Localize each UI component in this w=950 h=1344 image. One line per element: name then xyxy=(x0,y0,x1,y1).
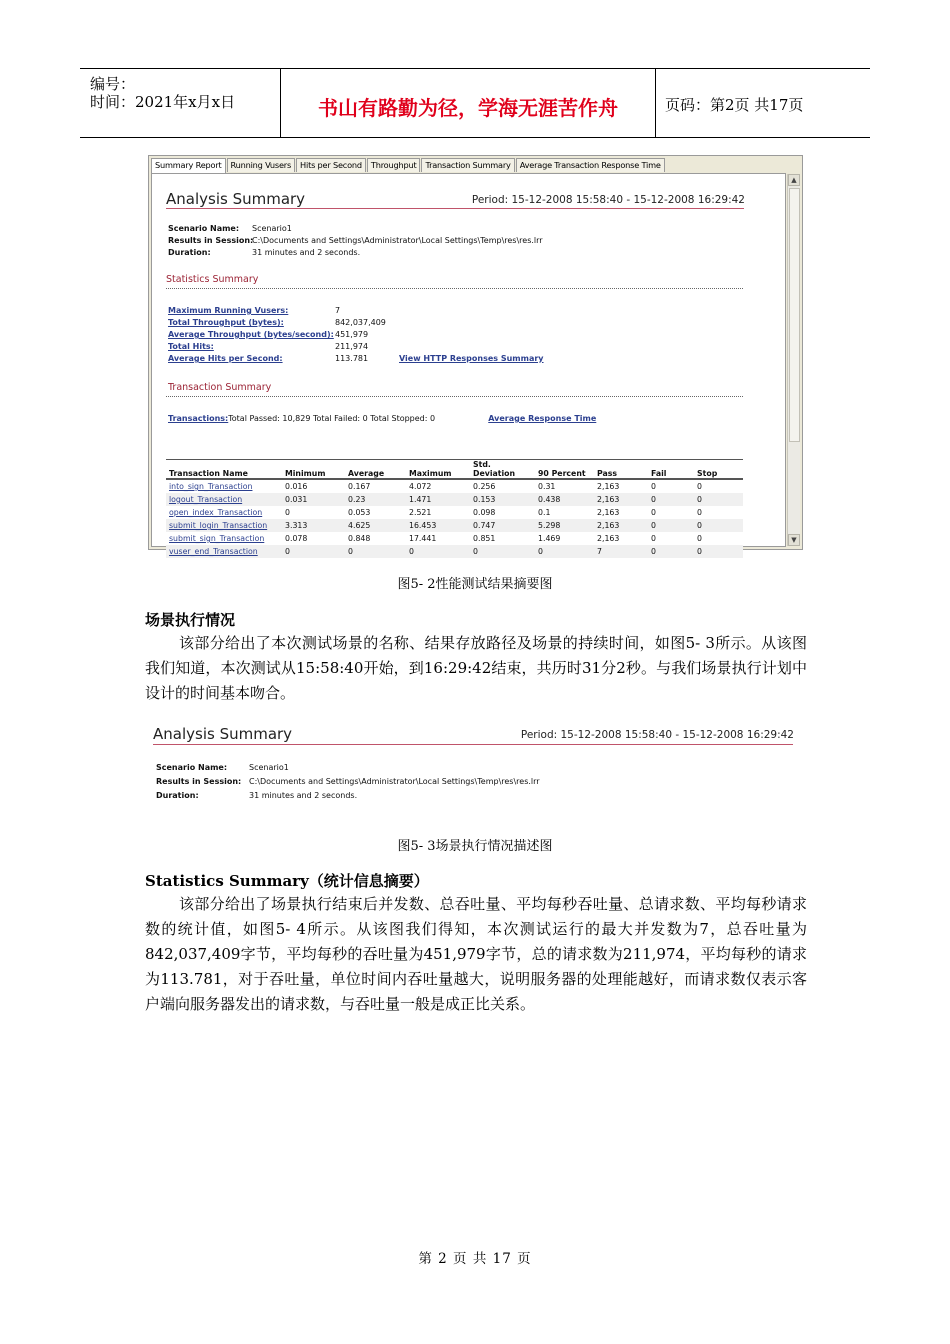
stat-row xyxy=(168,330,368,339)
analysis-summary-title: Analysis Summary xyxy=(153,725,293,743)
table-cell: 0.078 xyxy=(285,534,308,543)
table-cell: 0 xyxy=(406,545,470,558)
section1-paragraph xyxy=(145,631,807,706)
table-row xyxy=(166,532,743,545)
view-http-responses-link[interactable]: View HTTP Responses Summary xyxy=(399,354,544,363)
table-cell: 0.438 xyxy=(535,493,594,506)
results-session-row xyxy=(156,777,540,786)
table-cell: 0 xyxy=(282,545,345,558)
duration-row xyxy=(156,791,357,800)
title-underline xyxy=(166,208,744,209)
title-underline xyxy=(153,744,793,745)
table-cell: 5.298 xyxy=(535,519,594,532)
tab-running-vusers[interactable]: Running Vusers xyxy=(227,158,296,172)
table-cell: 1.469 xyxy=(538,534,561,543)
stat-max-vusers-link[interactable]: Maximum Running Vusers: xyxy=(168,306,289,315)
section1-heading: 场景执行情况 xyxy=(145,611,236,629)
table-cell: 2,163 xyxy=(594,493,648,506)
table-cell: 0 xyxy=(648,519,694,532)
stat-avg-throughput-value: 451,979 xyxy=(335,330,369,339)
table-cell: 0.031 xyxy=(282,493,345,506)
table-cell: 0 xyxy=(651,482,656,491)
table-row xyxy=(166,479,743,493)
stat-total-throughput-link[interactable]: Total Throughput (bytes): xyxy=(168,318,284,327)
stat-row xyxy=(168,306,340,315)
header-page-cell xyxy=(655,69,870,137)
col-stop[interactable]: Stop xyxy=(694,460,743,480)
doc-number-label: 编号： xyxy=(90,75,136,93)
table-cell: 0 xyxy=(697,482,702,491)
table-row xyxy=(166,545,743,558)
transaction-name-link[interactable]: submit_login_Transaction xyxy=(169,521,268,530)
table-cell: 0.31 xyxy=(538,482,556,491)
table-cell: 0 xyxy=(535,545,594,558)
table-cell: 0.167 xyxy=(348,482,371,491)
tab-average-transaction-response-time[interactable]: Average Transaction Response Time xyxy=(516,158,665,172)
table-cell: 0 xyxy=(651,534,656,543)
col-pass[interactable]: Pass xyxy=(594,460,648,480)
stat-avg-throughput-link[interactable]: Average Throughput (bytes/second): xyxy=(168,330,334,339)
transaction-name-link[interactable]: vuser_end_Transaction xyxy=(169,547,258,556)
table-cell: 0 xyxy=(697,508,702,517)
transaction-name-link[interactable]: logout_Transaction xyxy=(169,495,243,504)
analysis-window-screenshot xyxy=(148,155,803,556)
transaction-name-link[interactable]: into_sign_Transaction xyxy=(169,482,253,491)
scenario-name-label: Scenario Name: xyxy=(168,224,240,233)
table-cell: 0.256 xyxy=(473,482,496,491)
table-cell: 0.153 xyxy=(470,493,535,506)
statistics-summary-title: Statistics Summary xyxy=(166,274,259,285)
table-cell: 0.016 xyxy=(285,482,308,491)
stats-divider xyxy=(166,288,743,289)
section2-paragraph xyxy=(145,892,807,1017)
results-session-value: C:\Documents and Settings\Administrator\Local Settings\Temp\res\res.lrr xyxy=(249,777,540,786)
stat-row xyxy=(168,318,386,327)
table-cell: 7 xyxy=(594,545,648,558)
table-cell: 0 xyxy=(470,545,535,558)
vertical-scrollbar[interactable] xyxy=(787,174,800,546)
stat-row xyxy=(168,354,544,363)
tab-summary-report[interactable]: Summary Report xyxy=(151,158,226,174)
table-cell: 0 xyxy=(285,508,290,517)
figure2-caption: 图5- 3场景执行情况描述图 xyxy=(397,839,553,854)
figure1-caption: 图5- 2性能测试结果摘要图 xyxy=(397,577,553,592)
transactions-totals: Total Passed: 10,829 Total Failed: 0 Total Stopped: 0 xyxy=(228,414,436,423)
header-meta-cell xyxy=(80,69,280,137)
col-maximum[interactable]: Maximum xyxy=(406,460,470,480)
table-cell: 4.625 xyxy=(345,519,406,532)
scenario-name-label: Scenario Name: xyxy=(156,763,228,772)
tab-transaction-summary[interactable]: Transaction Summary xyxy=(421,158,514,172)
table-cell: 0.098 xyxy=(473,508,496,517)
scrollbar-thumb[interactable] xyxy=(789,188,800,442)
table-cell: 0 xyxy=(345,545,406,558)
header-motto: 书山有路勤为径，学海无涯苦作舟 xyxy=(318,96,618,120)
results-session-row xyxy=(168,236,543,245)
stat-max-vusers-value: 7 xyxy=(335,306,341,315)
scenario-name-value: Scenario1 xyxy=(249,763,289,772)
table-cell: 0 xyxy=(694,519,743,532)
transaction-name-link[interactable]: open_index_Transaction xyxy=(169,508,263,517)
stat-total-hits-value: 211,974 xyxy=(335,342,369,351)
section2-heading: Statistics Summary（统计信息摘要） xyxy=(145,872,429,890)
section2-text: 该部分给出了场景执行结束后并发数、总吞吐量、平均每秒吞吐量、总请求数、平均每秒请求数的统计值，如图5- 4所示。从该图我们得知，本次测试运行的最大并发数为7，总吞吐量为842,037,409字节，平均每秒的吞吐量为451,979字节，总的请求数为211,974，平均每秒的请求为113.781，对于吞吐量，单位时间内吞吐量越大，说明服务器的处理能越好，而请求数仅表示客户端向服务器发出的请求数，与吞吐量一般是成正比关系。 xyxy=(145,895,807,1013)
stat-row xyxy=(168,342,368,351)
table-cell: 0 xyxy=(648,545,694,558)
table-cell: 0.1 xyxy=(538,508,551,517)
stat-total-hits-link[interactable]: Total Hits: xyxy=(168,342,214,351)
stat-avg-hits-link[interactable]: Average Hits per Second: xyxy=(168,354,283,363)
transactions-link[interactable]: Transactions: xyxy=(168,414,229,423)
table-cell: 4.072 xyxy=(409,482,432,491)
table-cell: 2,163 xyxy=(597,508,620,517)
tab-bar xyxy=(151,158,666,173)
col-90-percent[interactable]: 90 Percent xyxy=(535,460,594,480)
transaction-summary-title: Transaction Summary xyxy=(168,382,272,393)
scenario-name-row xyxy=(156,763,289,772)
stat-avg-hits-value: 113.781 xyxy=(335,354,369,363)
summary-report-panel xyxy=(151,173,786,556)
col-average[interactable]: Average xyxy=(345,460,406,480)
header-motto-cell xyxy=(280,69,656,137)
table-cell: 0 xyxy=(651,508,656,517)
table-cell: 17.441 xyxy=(409,534,437,543)
transactions-totals-row xyxy=(168,414,596,423)
table-cell: 1.471 xyxy=(406,493,470,506)
duration-label: Duration: xyxy=(156,791,199,800)
table-row xyxy=(166,506,743,519)
section1-text: 该部分给出了本次测试场景的名称、结果存放路径及场景的持续时间，如图5- 3所示。从该图我们知道，本次测试从15:58:40开始，到16:29:42结束，共历时31分2秒。与我们场景执行计划中设计的时间基本吻合。 xyxy=(145,634,807,702)
table-cell: 0.053 xyxy=(348,508,371,517)
table-cell: 0 xyxy=(697,534,702,543)
transaction-table xyxy=(166,459,743,558)
duration-value: 31 minutes and 2 seconds. xyxy=(252,248,361,257)
table-cell: 2,163 xyxy=(597,534,620,543)
results-session-label: Results in Session: xyxy=(168,236,254,245)
page-footer: 第 2 页 共 17 页 xyxy=(418,1251,532,1267)
results-session-value: C:\Documents and Settings\Administrator\Local Settings\Temp\res\res.lrr xyxy=(252,236,543,245)
table-cell: 0 xyxy=(694,493,743,506)
col-fail[interactable]: Fail xyxy=(648,460,694,480)
table-header-row xyxy=(166,460,743,480)
table-cell: 0.851 xyxy=(473,534,496,543)
page-header xyxy=(80,68,870,138)
table-cell: 0.747 xyxy=(470,519,535,532)
duration-value: 31 minutes and 2 seconds. xyxy=(249,791,358,800)
stat-total-throughput-value: 842,037,409 xyxy=(335,318,386,327)
col-transaction-name[interactable]: Transaction Name xyxy=(166,460,282,480)
average-response-time-link[interactable]: Average Response Time xyxy=(488,414,597,423)
tab-throughput[interactable]: Throughput xyxy=(367,158,421,172)
transaction-name-link[interactable]: submit_sign_Transaction xyxy=(169,534,265,543)
scroll-down-icon[interactable]: ▼ xyxy=(788,534,800,546)
analysis-summary-excerpt xyxy=(148,718,800,810)
scenario-name-row xyxy=(168,224,292,233)
doc-date-label: 时间：2021年x月x日 xyxy=(90,93,236,111)
col-std-deviation[interactable]: Std. Deviation xyxy=(470,460,535,480)
table-cell: 2.521 xyxy=(409,508,432,517)
table-cell: 2,163 xyxy=(597,482,620,491)
analysis-summary-title: Analysis Summary xyxy=(166,190,306,208)
period-text: Period: 15-12-2008 15:58:40 - 15-12-2008 16:29:42 xyxy=(471,194,745,206)
table-row xyxy=(166,493,743,506)
header-page-info: 页码：第2页 共17页 xyxy=(665,96,804,114)
scenario-name-value: Scenario1 xyxy=(252,224,292,233)
table-cell: 3.313 xyxy=(282,519,345,532)
table-cell: 0 xyxy=(694,545,743,558)
results-session-label: Results in Session: xyxy=(156,777,242,786)
table-cell: 2,163 xyxy=(594,519,648,532)
transaction-divider xyxy=(166,396,743,397)
duration-label: Duration: xyxy=(168,248,211,257)
table-cell: 0.848 xyxy=(348,534,371,543)
table-cell: 0.23 xyxy=(345,493,406,506)
scroll-up-icon[interactable]: ▲ xyxy=(788,174,800,186)
table-cell: 0 xyxy=(648,493,694,506)
table-row xyxy=(166,519,743,532)
duration-row xyxy=(168,248,360,257)
col-minimum[interactable]: Minimum xyxy=(282,460,345,480)
tab-hits-per-second[interactable]: Hits per Second xyxy=(296,158,366,172)
period-text: Period: 15-12-2008 15:58:40 - 15-12-2008 16:29:42 xyxy=(520,729,794,741)
table-cell: 16.453 xyxy=(406,519,470,532)
